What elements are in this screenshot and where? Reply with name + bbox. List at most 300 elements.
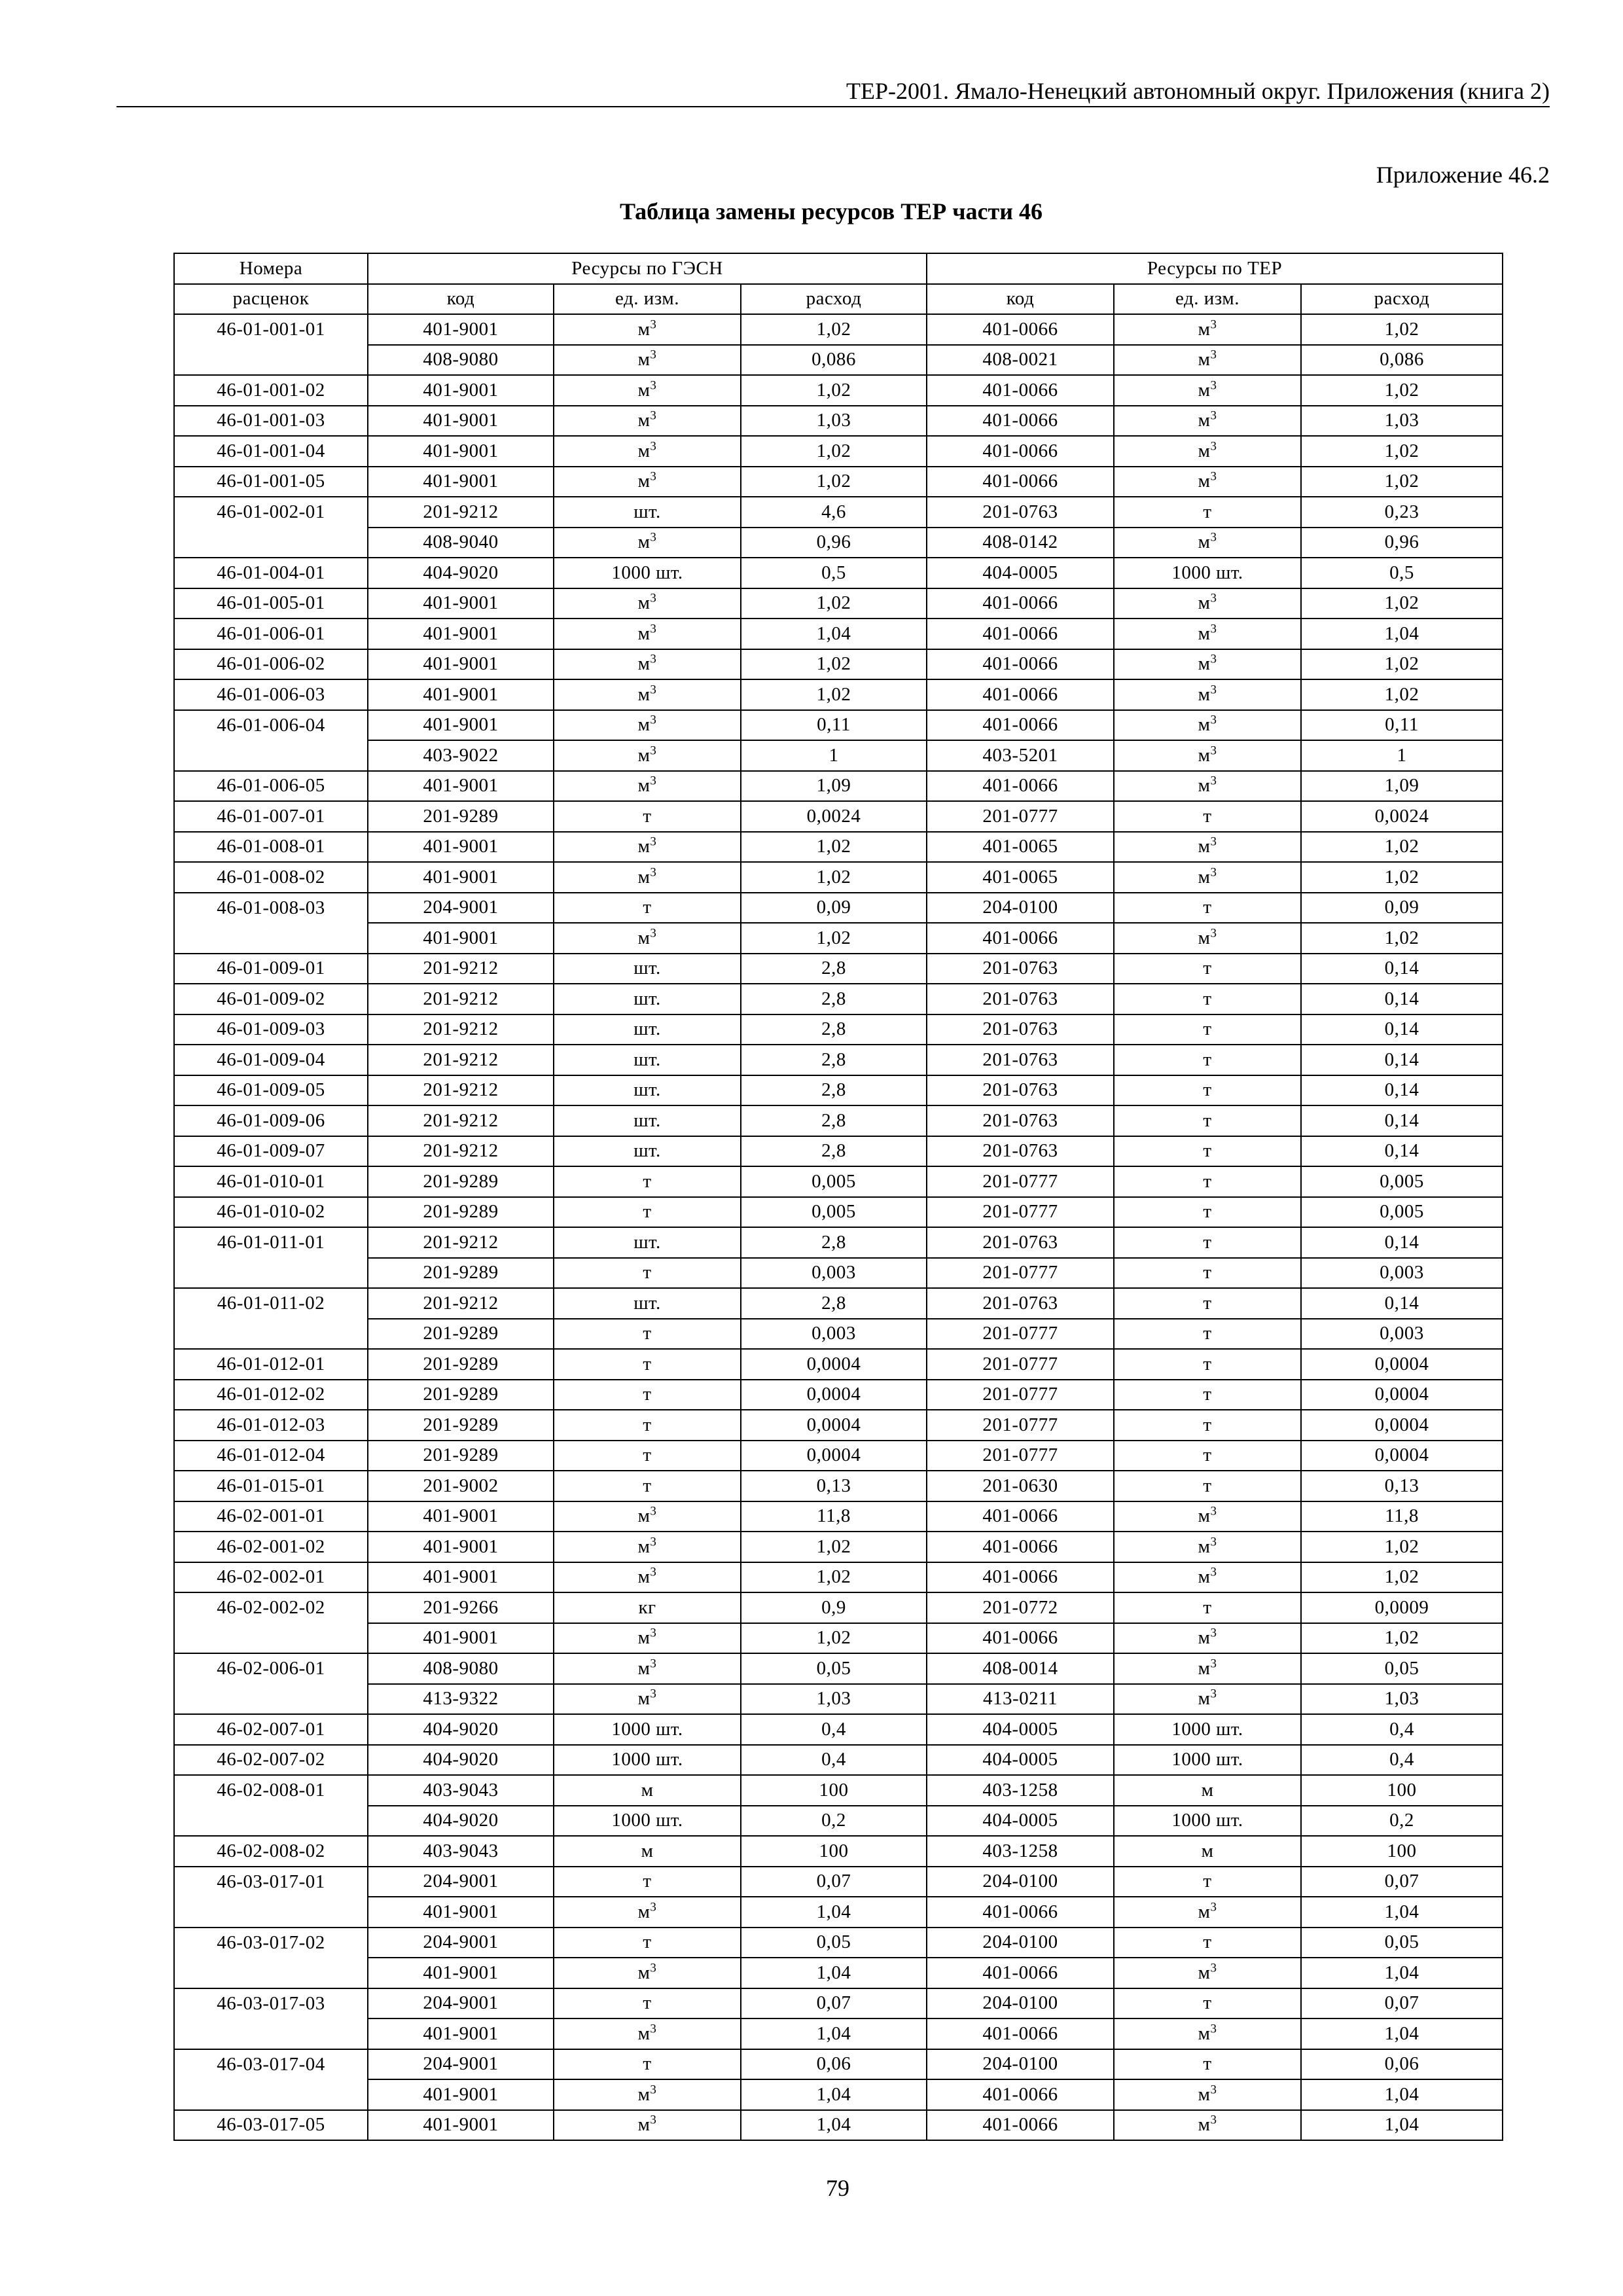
gesn-unit-cell: 1000 шт.: [554, 1745, 741, 1776]
table-row: [174, 1501, 1503, 1532]
gesn-unit-cell: шт.: [554, 1075, 741, 1106]
gesn-unit-cell: $м^3$: [554, 467, 741, 497]
ter-unit-cell: $м^3$: [1114, 345, 1301, 376]
ter-rate-cell: 0,14: [1301, 1227, 1503, 1258]
gesn-code-cell: 201-9212: [368, 984, 554, 1014]
gesn-code-cell: 401-9001: [368, 1562, 554, 1593]
running-header-text: ТЕР-2001. Ямало-Ненецкий автономный округ. Приложения (книга 2): [846, 78, 1550, 104]
ter-rate-cell: 0,06: [1301, 2049, 1503, 2080]
gesn-code-cell: 201-9289: [368, 1258, 554, 1289]
ter-code-cell: 401-0066: [927, 923, 1114, 954]
ter-unit-cell: $м^3$: [1114, 1958, 1301, 1988]
rate-number-cell: 46-03-017-03: [174, 1988, 368, 2019]
gesn-code-cell: 401-9001: [368, 1958, 554, 1988]
ter-rate-cell: 0,07: [1301, 1988, 1503, 2019]
ter-unit-cell: т: [1114, 954, 1301, 984]
rate-number-cell: 46-01-015-01: [174, 1471, 368, 1501]
rate-number-cell: [174, 1684, 368, 1715]
ter-rate-cell: 100: [1301, 1836, 1503, 1867]
table-row: [174, 1197, 1503, 1228]
rate-number-cell: 46-01-006-05: [174, 771, 368, 802]
ter-rate-cell: 1,09: [1301, 771, 1503, 802]
ter-rate-cell: 0,5: [1301, 558, 1503, 588]
gesn-unit-cell: $м^3$: [554, 1958, 741, 1988]
rate-number-cell: 46-01-010-02: [174, 1197, 368, 1228]
gesn-unit-cell: шт.: [554, 984, 741, 1014]
table-row: [174, 1714, 1503, 1745]
gesn-code-cell: 401-9001: [368, 710, 554, 741]
table-row: [174, 1684, 1503, 1715]
ter-unit-cell: т: [1114, 1380, 1301, 1410]
table-row: [174, 1227, 1503, 1258]
ter-unit-cell: т: [1114, 1410, 1301, 1441]
gesn-code-cell: 204-9001: [368, 1928, 554, 1958]
ter-unit-cell: $м^3$: [1114, 619, 1301, 649]
rate-number-cell: 46-02-007-02: [174, 1745, 368, 1776]
gesn-unit-cell: $м^3$: [554, 2079, 741, 2110]
gesn-rate-cell: 1,02: [741, 1623, 927, 1654]
ter-code-cell: 201-0772: [927, 1592, 1114, 1623]
ter-unit-cell: т: [1114, 1867, 1301, 1897]
gesn-rate-cell: 2,8: [741, 1045, 927, 1075]
gesn-unit-cell: $м^3$: [554, 1532, 741, 1562]
gesn-unit-cell: $м^3$: [554, 436, 741, 467]
gesn-rate-cell: 2,8: [741, 1075, 927, 1106]
ter-rate-cell: 1,02: [1301, 1562, 1503, 1593]
gesn-unit-cell: кг: [554, 1592, 741, 1623]
table-row: [174, 528, 1503, 558]
ter-unit-cell: $м^3$: [1114, 1653, 1301, 1684]
rate-number-cell: 46-02-008-01: [174, 1775, 368, 1806]
gesn-code-cell: 204-9001: [368, 893, 554, 924]
table-row: [174, 1928, 1503, 1958]
gesn-unit-cell: $м^3$: [554, 1501, 741, 1532]
ter-code-cell: 401-0066: [927, 1623, 1114, 1654]
rate-number-cell: 46-01-009-01: [174, 954, 368, 984]
ter-unit-cell: $м^3$: [1114, 528, 1301, 558]
gesn-rate-cell: 0,086: [741, 345, 927, 376]
rate-number-cell: 46-02-002-01: [174, 1562, 368, 1593]
ter-unit-cell: м: [1114, 1775, 1301, 1806]
gesn-unit-cell: 1000 шт.: [554, 558, 741, 588]
ter-code-cell: 201-0630: [927, 1471, 1114, 1501]
ter-rate-cell: 1,02: [1301, 314, 1503, 345]
gesn-code-cell: 401-9001: [368, 832, 554, 863]
table-row: [174, 2110, 1503, 2141]
gesn-unit-cell: м: [554, 1775, 741, 1806]
ter-code-cell: 401-0066: [927, 2018, 1114, 2049]
ter-rate-cell: 1,04: [1301, 2110, 1503, 2141]
rate-number-cell: 46-01-007-01: [174, 801, 368, 832]
ter-code-cell: 201-0763: [927, 1288, 1114, 1319]
rate-number-cell: [174, 345, 368, 376]
ter-code-cell: 408-0142: [927, 528, 1114, 558]
table-row: [174, 649, 1503, 680]
rate-number-cell: 46-02-002-02: [174, 1592, 368, 1623]
ter-unit-cell: $м^3$: [1114, 1562, 1301, 1593]
gesn-unit-cell: $м^3$: [554, 2018, 741, 2049]
gesn-rate-cell: 1,02: [741, 832, 927, 863]
table-row: [174, 832, 1503, 863]
gesn-rate-cell: 1,02: [741, 375, 927, 406]
ter-unit-cell: $м^3$: [1114, 679, 1301, 710]
ter-code-cell: 401-0066: [927, 2079, 1114, 2110]
gesn-unit-cell: шт.: [554, 954, 741, 984]
ter-unit-cell: $м^3$: [1114, 1501, 1301, 1532]
ter-code-cell: 401-0066: [927, 436, 1114, 467]
ter-rate-cell: 0,0004: [1301, 1349, 1503, 1380]
ter-rate-cell: 1,02: [1301, 588, 1503, 619]
running-header: [116, 73, 1550, 107]
gesn-rate-cell: 0,4: [741, 1714, 927, 1745]
table-row: [174, 1319, 1503, 1350]
gesn-rate-cell: 1,02: [741, 923, 927, 954]
ter-rate-cell: 100: [1301, 1775, 1503, 1806]
gesn-code-cell: 413-9322: [368, 1684, 554, 1715]
gesn-code-cell: 401-9001: [368, 771, 554, 802]
table-row: [174, 1562, 1503, 1593]
gesn-unit-cell: т: [554, 1988, 741, 2019]
ter-rate-cell: 0,14: [1301, 1075, 1503, 1106]
ter-code-cell: 401-0066: [927, 649, 1114, 680]
gesn-rate-cell: 0,07: [741, 1988, 927, 2019]
rate-number-cell: 46-01-010-01: [174, 1166, 368, 1197]
gesn-code-cell: 401-9001: [368, 923, 554, 954]
gesn-unit-cell: т: [554, 1928, 741, 1958]
gesn-code-cell: 404-9020: [368, 558, 554, 588]
table-row: [174, 1075, 1503, 1106]
table-row: [174, 1988, 1503, 2019]
rate-number-cell: 46-02-001-01: [174, 1501, 368, 1532]
gesn-rate-cell: 0,06: [741, 2049, 927, 2080]
rate-number-cell: [174, 1806, 368, 1837]
ter-code-cell: 201-0777: [927, 1166, 1114, 1197]
gesn-code-cell: 201-9212: [368, 1105, 554, 1136]
gesn-unit-cell: $м^3$: [554, 710, 741, 741]
gesn-rate-cell: 2,8: [741, 1227, 927, 1258]
rate-number-cell: 46-01-012-04: [174, 1441, 368, 1471]
rate-number-cell: 46-01-012-03: [174, 1410, 368, 1441]
table-row: [174, 1958, 1503, 1988]
gesn-unit-cell: $м^3$: [554, 2110, 741, 2141]
rate-number-cell: [174, 1897, 368, 1928]
gesn-rate-cell: 2,8: [741, 984, 927, 1014]
ter-unit-cell: 1000 шт.: [1114, 1806, 1301, 1837]
gesn-rate-cell: 0,9: [741, 1592, 927, 1623]
table-row: [174, 1623, 1503, 1654]
ter-code-cell: 404-0005: [927, 1745, 1114, 1776]
ter-code-cell: 404-0005: [927, 1806, 1114, 1837]
gesn-rate-cell: 1,04: [741, 2079, 927, 2110]
gesn-unit-cell: $м^3$: [554, 528, 741, 558]
gesn-code-cell: 201-9289: [368, 1197, 554, 1228]
gesn-code-cell: 201-9289: [368, 1380, 554, 1410]
ter-unit-cell: т: [1114, 1075, 1301, 1106]
ter-rate-cell: 0,05: [1301, 1928, 1503, 1958]
gesn-rate-cell: 1,02: [741, 862, 927, 893]
ter-unit-cell: $м^3$: [1114, 1532, 1301, 1562]
gesn-unit-cell: $м^3$: [554, 923, 741, 954]
ter-code-cell: 401-0066: [927, 314, 1114, 345]
rate-number-cell: 46-02-001-02: [174, 1532, 368, 1562]
gesn-rate-cell: 1,04: [741, 1897, 927, 1928]
gesn-unit-cell: шт.: [554, 1288, 741, 1319]
table-row: [174, 1897, 1503, 1928]
gesn-unit-cell: $м^3$: [554, 771, 741, 802]
ter-rate-cell: 0,4: [1301, 1745, 1503, 1776]
ter-unit-cell: т: [1114, 497, 1301, 528]
rate-number-cell: 46-01-011-01: [174, 1227, 368, 1258]
gesn-code-cell: 401-9001: [368, 862, 554, 893]
gesn-rate-cell: 1,02: [741, 467, 927, 497]
ter-unit-cell: $м^3$: [1114, 832, 1301, 863]
rate-number-cell: 46-01-001-03: [174, 406, 368, 437]
gesn-code-cell: 401-9001: [368, 436, 554, 467]
gesn-rate-cell: 1,02: [741, 1532, 927, 1562]
gesn-rate-cell: 1,03: [741, 406, 927, 437]
ter-unit-cell: т: [1114, 1349, 1301, 1380]
rate-number-cell: 46-01-001-05: [174, 467, 368, 497]
ter-code-cell: 413-0211: [927, 1684, 1114, 1715]
ter-rate-cell: 0,14: [1301, 1105, 1503, 1136]
rate-number-cell: 46-03-017-04: [174, 2049, 368, 2080]
gesn-code-cell: 401-9001: [368, 2110, 554, 2141]
rate-number-cell: 46-01-001-04: [174, 436, 368, 467]
gesn-unit-cell: т: [554, 1380, 741, 1410]
ter-unit-cell: $м^3$: [1114, 588, 1301, 619]
gesn-unit-cell: т: [554, 1471, 741, 1501]
table-row: [174, 1532, 1503, 1562]
gesn-unit-cell: $м^3$: [554, 1562, 741, 1593]
gesn-unit-cell: шт.: [554, 497, 741, 528]
table-row: [174, 2049, 1503, 2080]
rate-number-cell: 46-01-008-01: [174, 832, 368, 863]
rate-number-cell: 46-01-005-01: [174, 588, 368, 619]
ter-code-cell: 401-0066: [927, 710, 1114, 741]
gesn-unit-cell: шт.: [554, 1227, 741, 1258]
gesn-unit-cell: шт.: [554, 1045, 741, 1075]
gesn-rate-cell: 1: [741, 740, 927, 771]
gesn-code-cell: 401-9001: [368, 406, 554, 437]
gesn-rate-cell: 0,05: [741, 1653, 927, 1684]
ter-rate-cell: 0,005: [1301, 1197, 1503, 1228]
ter-rate-cell: 1,04: [1301, 2079, 1503, 2110]
gesn-unit-cell: т: [554, 1410, 741, 1441]
ter-rate-cell: 0,07: [1301, 1867, 1503, 1897]
gesn-unit-cell: $м^3$: [554, 345, 741, 376]
gesn-code-cell: 408-9080: [368, 1653, 554, 1684]
gesn-code-cell: 204-9001: [368, 1867, 554, 1897]
rate-number-cell: 46-01-009-06: [174, 1105, 368, 1136]
ter-rate-cell: 1,02: [1301, 862, 1503, 893]
gesn-unit-cell: $м^3$: [554, 832, 741, 863]
table-row: [174, 1014, 1503, 1045]
gesn-rate-cell: 1,04: [741, 619, 927, 649]
ter-unit-cell: $м^3$: [1114, 862, 1301, 893]
rate-number-cell: [174, 1958, 368, 1988]
gesn-rate-cell: 0,003: [741, 1319, 927, 1350]
rate-number-cell: 46-02-008-02: [174, 1836, 368, 1867]
gesn-unit-cell: т: [554, 2049, 741, 2080]
ter-code-cell: 201-0777: [927, 1319, 1114, 1350]
ter-code-cell: 401-0065: [927, 832, 1114, 863]
ter-code-cell: 401-0066: [927, 2110, 1114, 2141]
gesn-code-cell: 201-9289: [368, 1441, 554, 1471]
header-ter-rate: расход: [1301, 284, 1503, 315]
ter-unit-cell: т: [1114, 1227, 1301, 1258]
ter-code-cell: 401-0066: [927, 679, 1114, 710]
gesn-unit-cell: шт.: [554, 1014, 741, 1045]
header-group-ter: Ресурсы по ТЕР: [927, 253, 1503, 284]
gesn-code-cell: 401-9001: [368, 1501, 554, 1532]
gesn-rate-cell: 1,02: [741, 679, 927, 710]
ter-unit-cell: 1000 шт.: [1114, 558, 1301, 588]
ter-code-cell: 204-0100: [927, 1867, 1114, 1897]
ter-unit-cell: $м^3$: [1114, 1897, 1301, 1928]
gesn-code-cell: 201-9212: [368, 497, 554, 528]
ter-unit-cell: т: [1114, 1319, 1301, 1350]
gesn-unit-cell: $м^3$: [554, 588, 741, 619]
header-row-1: [174, 253, 1503, 284]
ter-code-cell: 401-0066: [927, 1562, 1114, 1593]
ter-unit-cell: $м^3$: [1114, 2110, 1301, 2141]
rate-number-cell: 46-01-012-02: [174, 1380, 368, 1410]
gesn-rate-cell: 0,0024: [741, 801, 927, 832]
header-gesn-unit: ед. изм.: [554, 284, 741, 315]
gesn-unit-cell: $м^3$: [554, 619, 741, 649]
ter-code-cell: 201-0763: [927, 1014, 1114, 1045]
ter-code-cell: 201-0763: [927, 1045, 1114, 1075]
gesn-rate-cell: 2,8: [741, 1288, 927, 1319]
gesn-unit-cell: 1000 шт.: [554, 1806, 741, 1837]
rate-number-cell: [174, 1319, 368, 1350]
gesn-unit-cell: т: [554, 893, 741, 924]
gesn-unit-cell: м: [554, 1836, 741, 1867]
gesn-rate-cell: 1,02: [741, 436, 927, 467]
gesn-code-cell: 403-9043: [368, 1836, 554, 1867]
ter-unit-cell: т: [1114, 1136, 1301, 1167]
table-row: [174, 771, 1503, 802]
ter-unit-cell: $м^3$: [1114, 314, 1301, 345]
table-row: [174, 345, 1503, 376]
ter-code-cell: 408-0021: [927, 345, 1114, 376]
ter-code-cell: 201-0777: [927, 1441, 1114, 1471]
ter-code-cell: 201-0777: [927, 1380, 1114, 1410]
rate-number-cell: [174, 528, 368, 558]
ter-unit-cell: т: [1114, 1197, 1301, 1228]
table-row: [174, 862, 1503, 893]
ter-rate-cell: 0,23: [1301, 497, 1503, 528]
gesn-unit-cell: $м^3$: [554, 314, 741, 345]
ter-unit-cell: т: [1114, 1288, 1301, 1319]
rate-number-cell: 46-01-006-01: [174, 619, 368, 649]
gesn-rate-cell: 1,03: [741, 1684, 927, 1715]
rate-number-cell: [174, 1258, 368, 1289]
rate-number-cell: 46-01-009-03: [174, 1014, 368, 1045]
ter-unit-cell: т: [1114, 1105, 1301, 1136]
ter-unit-cell: т: [1114, 893, 1301, 924]
gesn-unit-cell: шт.: [554, 1136, 741, 1167]
table-row: [174, 1653, 1503, 1684]
gesn-code-cell: 201-9212: [368, 1227, 554, 1258]
table-row: [174, 1288, 1503, 1319]
ter-rate-cell: 0,0009: [1301, 1592, 1503, 1623]
ter-rate-cell: 0,14: [1301, 954, 1503, 984]
rate-number-cell: 46-01-011-02: [174, 1288, 368, 1319]
ter-rate-cell: 0,05: [1301, 1653, 1503, 1684]
ter-unit-cell: т: [1114, 1471, 1301, 1501]
ter-rate-cell: 1,02: [1301, 1623, 1503, 1654]
appendix-label: Приложение 46.2: [1376, 162, 1550, 188]
ter-code-cell: 401-0065: [927, 862, 1114, 893]
gesn-code-cell: 201-9289: [368, 1319, 554, 1350]
ter-code-cell: 201-0777: [927, 1258, 1114, 1289]
gesn-code-cell: 201-9212: [368, 1014, 554, 1045]
gesn-unit-cell: т: [554, 1349, 741, 1380]
gesn-code-cell: 201-9289: [368, 1349, 554, 1380]
gesn-code-cell: 201-9289: [368, 1410, 554, 1441]
gesn-rate-cell: 0,2: [741, 1806, 927, 1837]
ter-code-cell: 204-0100: [927, 1928, 1114, 1958]
rate-number-cell: 46-01-001-02: [174, 375, 368, 406]
ter-code-cell: 403-1258: [927, 1775, 1114, 1806]
ter-rate-cell: 1,04: [1301, 1897, 1503, 1928]
gesn-rate-cell: 0,005: [741, 1166, 927, 1197]
ter-unit-cell: 1000 шт.: [1114, 1714, 1301, 1745]
gesn-unit-cell: шт.: [554, 1105, 741, 1136]
table-row: [174, 314, 1503, 345]
rate-number-cell: 46-01-006-02: [174, 649, 368, 680]
table-row: [174, 954, 1503, 984]
ter-rate-cell: 1,03: [1301, 406, 1503, 437]
table-row: [174, 619, 1503, 649]
ter-rate-cell: 0,2: [1301, 1806, 1503, 1837]
table-row: [174, 1441, 1503, 1471]
rate-number-cell: 46-03-017-01: [174, 1867, 368, 1897]
gesn-rate-cell: 0,0004: [741, 1441, 927, 1471]
gesn-rate-cell: 100: [741, 1836, 927, 1867]
gesn-rate-cell: 0,003: [741, 1258, 927, 1289]
rate-number-cell: 46-01-009-04: [174, 1045, 368, 1075]
ter-rate-cell: 0,0004: [1301, 1441, 1503, 1471]
gesn-unit-cell: $м^3$: [554, 1623, 741, 1654]
page-number: 79: [826, 2175, 849, 2201]
ter-code-cell: 201-0777: [927, 1410, 1114, 1441]
ter-code-cell: 401-0066: [927, 771, 1114, 802]
table-row: [174, 497, 1503, 528]
ter-code-cell: 401-0066: [927, 1501, 1114, 1532]
table-row: [174, 1867, 1503, 1897]
rate-number-cell: 46-01-006-04: [174, 710, 368, 741]
gesn-code-cell: 404-9020: [368, 1806, 554, 1837]
ter-unit-cell: т: [1114, 1928, 1301, 1958]
gesn-rate-cell: 0,07: [741, 1867, 927, 1897]
ter-unit-cell: 1000 шт.: [1114, 1745, 1301, 1776]
gesn-rate-cell: 0,05: [741, 1928, 927, 1958]
gesn-code-cell: 404-9020: [368, 1714, 554, 1745]
ter-code-cell: 404-0005: [927, 558, 1114, 588]
table-row: [174, 710, 1503, 741]
gesn-rate-cell: 1,02: [741, 588, 927, 619]
gesn-unit-cell: $м^3$: [554, 1653, 741, 1684]
ter-unit-cell: $м^3$: [1114, 375, 1301, 406]
gesn-rate-cell: 0,13: [741, 1471, 927, 1501]
gesn-code-cell: 401-9001: [368, 679, 554, 710]
gesn-unit-cell: т: [554, 1258, 741, 1289]
table-row: [174, 2018, 1503, 2049]
rate-number-cell: [174, 2079, 368, 2110]
table-row: [174, 406, 1503, 437]
